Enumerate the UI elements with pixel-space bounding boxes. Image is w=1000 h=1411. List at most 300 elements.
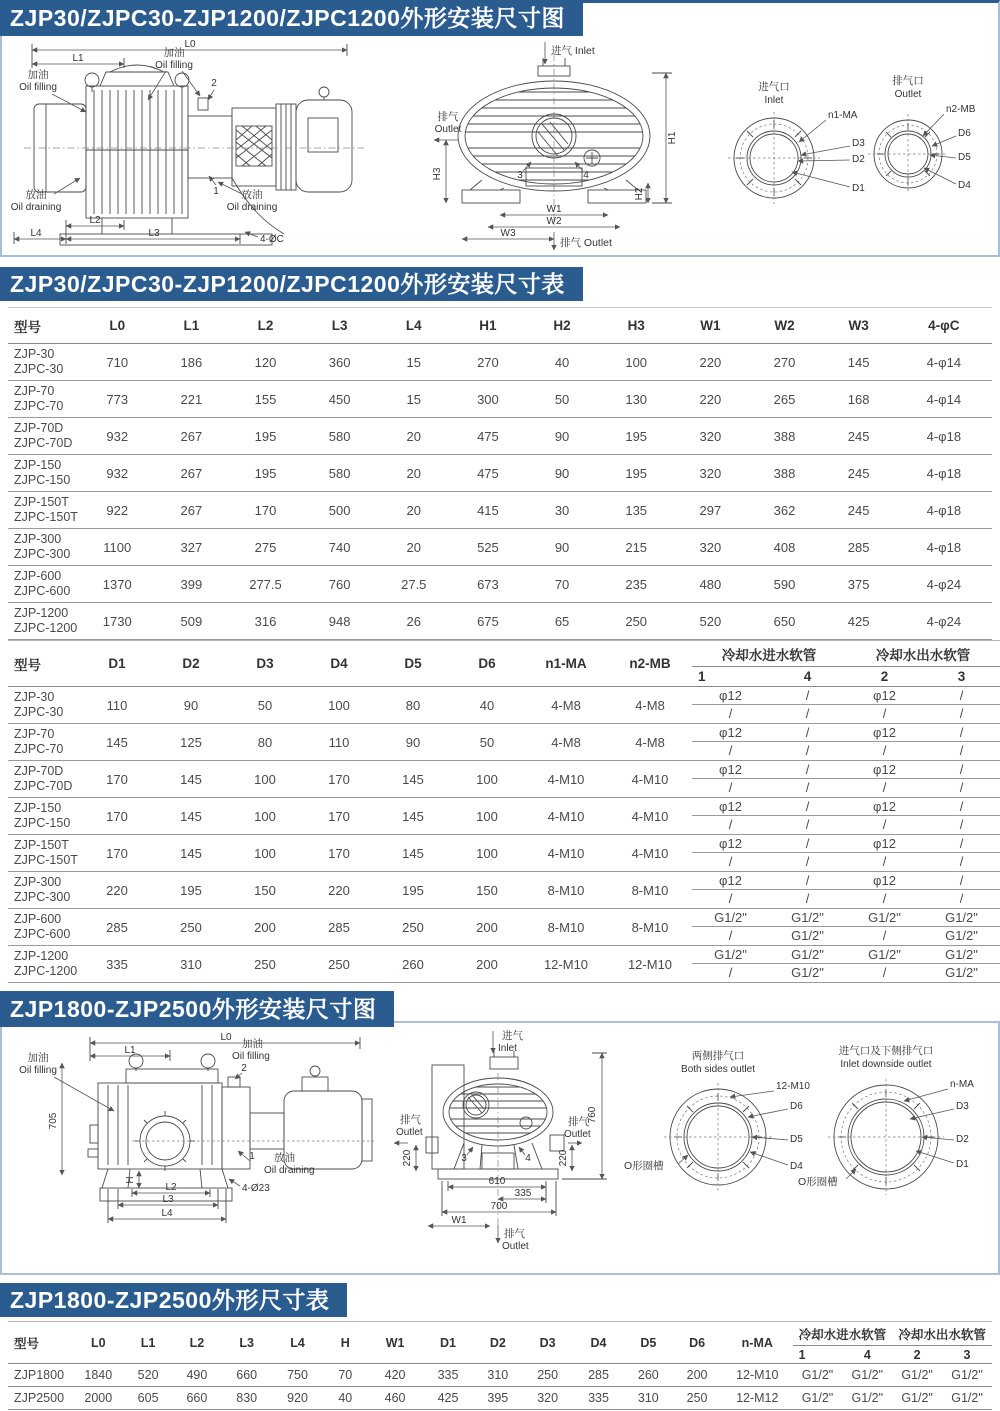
model-name: ZJP-600 [14, 912, 62, 926]
cell-D3: 250 [228, 946, 302, 983]
column-header: L2 [228, 308, 302, 344]
section-table-small-pumps [0, 267, 1000, 301]
model-cell [8, 909, 80, 946]
cell-D2: 145 [154, 761, 228, 798]
column-header: H3 [599, 308, 673, 344]
column-header: W1 [673, 308, 747, 344]
hose-cell: G1/2" G1/2" [923, 946, 1000, 983]
outlet-flange-bolts: n2-MB [946, 104, 976, 115]
cell-W3: 375 [822, 566, 896, 603]
cell-H3: 215 [599, 529, 673, 566]
oil-drain-label-en: Oil draining [264, 1165, 315, 1176]
column-header: L0 [80, 308, 154, 344]
cell-holes: 4-φ14 [896, 381, 992, 418]
cell-D3: 100 [228, 835, 302, 872]
model-name: ZJP-150 [14, 801, 62, 815]
cell-L2: 275 [228, 529, 302, 566]
subcol-header: 3 [942, 1346, 992, 1364]
cell-L1: 605 [124, 1387, 172, 1410]
cell-D5: 145 [376, 835, 450, 872]
column-header: L3 [303, 308, 377, 344]
cell-D6: 200 [672, 1364, 722, 1387]
cell-W3: 145 [822, 344, 896, 381]
hose-cell: φ12 / [692, 798, 769, 835]
cell-D5: 145 [376, 761, 450, 798]
cell-D3: 100 [228, 798, 302, 835]
model-cell [8, 687, 80, 724]
cell-D1: 220 [80, 872, 154, 909]
outlet-flange-D5: D5 [958, 152, 971, 163]
column-header: 4-φC [896, 308, 992, 344]
cell-L0: 773 [80, 381, 154, 418]
table-row [8, 455, 992, 492]
table-row [8, 872, 1000, 909]
side-view-drawing [19, 1032, 374, 1223]
hose-cell: G1/2" G1/2" [923, 909, 1000, 946]
subcol-header: 1 [793, 1346, 843, 1364]
cell-W2: 265 [747, 381, 821, 418]
column-header-model: 型号 [8, 1322, 72, 1364]
cell-D5: 310 [624, 1387, 672, 1410]
cell-D4: 285 [573, 1364, 625, 1387]
table-header-row [8, 308, 992, 344]
column-header: L1 [124, 1322, 172, 1364]
hose-cell: φ12 / [846, 835, 923, 872]
oil-fill-label-en: Oil filling [19, 1065, 57, 1076]
cell-D1: 335 [423, 1364, 473, 1387]
column-header: D6 [672, 1322, 722, 1364]
cell-L0: 710 [80, 344, 154, 381]
pump-front-outline [426, 1051, 564, 1179]
column-header: L4 [272, 1322, 324, 1364]
callout-1: 1 [249, 1151, 255, 1162]
cell-D6: 200 [450, 946, 524, 983]
cell-H1: 270 [451, 344, 525, 381]
model-name: ZJP-70D [14, 421, 64, 435]
model-name: ZJPC-150T [14, 510, 78, 524]
oil-fill-label-cn: 加油 [27, 69, 49, 81]
oring-groove-label: O形圈槽 [624, 1160, 664, 1172]
section-table-large-pumps [0, 1283, 1000, 1317]
cell-n1MA: 4-M10 [524, 798, 608, 835]
column-header: D4 [573, 1322, 625, 1364]
inlet-downside-title-cn: 进气口及下侧排气口 [838, 1045, 934, 1057]
hose-cell: / / [923, 798, 1000, 835]
model-cell [8, 724, 80, 761]
inlet-label: 进气 Inlet [551, 45, 595, 57]
hose-cell: φ12 / [846, 724, 923, 761]
column-header: W1 [367, 1322, 423, 1364]
cell-H1: 475 [451, 418, 525, 455]
column-header: D6 [450, 641, 524, 687]
model-cell [8, 455, 80, 492]
model-cell [8, 872, 80, 909]
cell-D1: 170 [80, 761, 154, 798]
cell-n1MA: 8-M10 [524, 909, 608, 946]
column-header: D2 [473, 1322, 523, 1364]
both-outlet-title-cn: 两侧排气口 [691, 1050, 745, 1062]
dim-W3: W3 [500, 228, 516, 239]
cell-D4: 285 [302, 909, 376, 946]
cell-W1: 320 [673, 455, 747, 492]
banner-drawing-large: ZJP1800-ZJP2500外形安装尺寸图 [0, 991, 394, 1027]
hose-cell: / / [923, 687, 1000, 724]
cell-D1: 145 [80, 724, 154, 761]
dimension-table-L [8, 307, 992, 640]
flange-views-drawing [728, 74, 976, 204]
cell-D2: 195 [154, 872, 228, 909]
cell-D5: 90 [376, 724, 450, 761]
cell-holes: 4-φ18 [896, 529, 992, 566]
dim-W2: W2 [546, 216, 562, 227]
section-drawing-small-pumps [0, 0, 1000, 257]
side-view-drawing [11, 39, 364, 245]
cell-holes: 4-φ18 [896, 418, 992, 455]
hose-cell: / / [769, 798, 846, 835]
cell-D1: 110 [80, 687, 154, 724]
group-header-cooling-out: 冷却水出水软管 [846, 641, 1000, 667]
callout-4: 4 [583, 170, 589, 181]
model-name: ZJPC-70D [14, 436, 73, 450]
oil-drain2-label-en: Oil draining [226, 202, 278, 213]
cell-D6: 150 [450, 872, 524, 909]
hose-cell: / / [769, 835, 846, 872]
cell-hose: G1/2" [842, 1387, 892, 1410]
hose-cell: / / [923, 835, 1000, 872]
dim-220-left: 220 [402, 1149, 413, 1167]
cell-L2: 195 [228, 418, 302, 455]
foot-holes-label: 4-ØC [260, 234, 284, 245]
hose-cell: G1/2" / [846, 946, 923, 983]
column-header: D1 [423, 1322, 473, 1364]
dim-L1: L1 [124, 1045, 136, 1056]
model-cell [8, 492, 80, 529]
inlet-flange-D2: D2 [852, 154, 865, 165]
cell-L3: 660 [222, 1364, 272, 1387]
cell-L2: 195 [228, 455, 302, 492]
cell-D3: 200 [228, 909, 302, 946]
inlet-flange-bolts: n-MA [950, 1079, 974, 1090]
model-name: ZJP-600 [14, 569, 62, 583]
cell-H2: 90 [525, 418, 599, 455]
column-header: D3 [523, 1322, 573, 1364]
cell-D2: 145 [154, 835, 228, 872]
cell-H3: 235 [599, 566, 673, 603]
cell-H1: 673 [451, 566, 525, 603]
oil-drain-label-cn: 放油 [25, 189, 47, 201]
model-name: ZJPC-1200 [14, 621, 78, 635]
inlet-label-en: Inlet [498, 1043, 517, 1054]
cell-hose: G1/2" [942, 1387, 992, 1410]
both-outlet-title-en: Both sides outlet [681, 1064, 755, 1075]
cell-D4: 170 [302, 835, 376, 872]
hose-cell: φ12 / [692, 835, 769, 872]
cell-W2: 388 [747, 418, 821, 455]
outlet-flange-D6: D6 [958, 128, 971, 139]
table-row [8, 1387, 992, 1410]
hose-cell: / / [769, 872, 846, 909]
cell-D6: 250 [672, 1387, 722, 1410]
column-header: D5 [376, 641, 450, 687]
table-row [8, 566, 992, 603]
cell-L3: 760 [303, 566, 377, 603]
cell-L2: 316 [228, 603, 302, 640]
cell-L1: 327 [154, 529, 228, 566]
oil-fill2-label-en: Oil filling [232, 1051, 270, 1062]
both-outlet-D4: D4 [790, 1161, 803, 1172]
column-header: H [323, 1322, 367, 1364]
cell-L0: 1840 [72, 1364, 124, 1387]
model-cell: ZJP1800 [8, 1364, 72, 1387]
cell-W1: 320 [673, 418, 747, 455]
cell-D6: 100 [450, 798, 524, 835]
cell-L1: 509 [154, 603, 228, 640]
column-header: L1 [154, 308, 228, 344]
cell-D4: 335 [573, 1387, 625, 1410]
column-header: L4 [377, 308, 451, 344]
outlet-bottom-label-en: Outlet [502, 1241, 529, 1252]
both-outlet-D6: D6 [790, 1101, 803, 1112]
outlet-flange-title-cn: 排气口 [892, 75, 924, 87]
cell-H3: 135 [599, 492, 673, 529]
model-name: ZJP-300 [14, 875, 62, 889]
banner-table-small: ZJP30/ZJPC30-ZJP1200/ZJPC1200外形安装尺寸表 [0, 267, 583, 301]
dim-610: 610 [488, 1176, 506, 1187]
dim-705: 705 [48, 1112, 59, 1130]
hose-cell: φ12 / [846, 872, 923, 909]
cell-D4: 170 [302, 761, 376, 798]
cell-W3: 168 [822, 381, 896, 418]
column-header: D4 [302, 641, 376, 687]
cell-W3: 245 [822, 418, 896, 455]
cell-L3: 360 [303, 344, 377, 381]
cell-hose: G1/2" [942, 1364, 992, 1387]
cell-L3: 580 [303, 418, 377, 455]
cell-holes: 4-φ24 [896, 566, 992, 603]
dim-L4: L4 [161, 1208, 173, 1219]
cell-D1: 170 [80, 835, 154, 872]
cell-D6: 50 [450, 724, 524, 761]
model-name: ZJP-70 [14, 384, 55, 398]
inlet-flange-D3: D3 [852, 138, 865, 149]
cell-D5: 80 [376, 687, 450, 724]
cell-L3: 580 [303, 455, 377, 492]
model-name: ZJPC-70 [14, 399, 64, 413]
cell-W1: 297 [673, 492, 747, 529]
model-name: ZJPC-150 [14, 473, 71, 487]
cell-D6: 100 [450, 835, 524, 872]
model-cell [8, 946, 80, 983]
cell-H3: 100 [599, 344, 673, 381]
model-cell [8, 344, 80, 381]
cell-D3: 250 [523, 1364, 573, 1387]
both-outlet-bolts: 12-M10 [776, 1081, 810, 1092]
column-header: n2-MB [608, 641, 692, 687]
inlet-flange-title-cn: 进气口 [758, 81, 790, 93]
cell-D5: 195 [376, 872, 450, 909]
cell-L4: 15 [377, 344, 451, 381]
cell-nMA: 12-M10 [722, 1364, 793, 1387]
cell-L2: 170 [228, 492, 302, 529]
dim-H1: H1 [667, 131, 678, 145]
cell-H2: 70 [525, 566, 599, 603]
cell-H1: 475 [451, 455, 525, 492]
inlet-flange-D1: D1 [852, 183, 865, 194]
hose-cell: φ12 / [846, 761, 923, 798]
cell-n2MB: 4-M8 [608, 724, 692, 761]
cell-W2: 650 [747, 603, 821, 640]
table-header-row [8, 1322, 992, 1346]
column-header: D1 [80, 641, 154, 687]
hose-cell: G1/2" / [692, 946, 769, 983]
model-cell: ZJP2500 [8, 1387, 72, 1410]
outlet-right-label-cn: 排气 [568, 1116, 589, 1128]
cell-W1: 320 [673, 529, 747, 566]
model-cell [8, 798, 80, 835]
table-row [8, 381, 992, 418]
cell-D2: 145 [154, 798, 228, 835]
dim-H2: H2 [634, 187, 645, 201]
callout-3: 3 [517, 170, 523, 181]
model-name: ZJPC-150T [14, 853, 78, 867]
dim-W1: W1 [451, 1215, 467, 1226]
column-header: L0 [72, 1322, 124, 1364]
cell-D3: 50 [228, 687, 302, 724]
hose-cell: G1/2" / [692, 909, 769, 946]
hose-cell: φ12 / [692, 687, 769, 724]
flange-views-drawing [624, 1044, 974, 1195]
subcol-header: 4 [842, 1346, 892, 1364]
table-row [8, 344, 992, 381]
inlet-flange-title-en: Inlet [764, 95, 784, 106]
cell-D6: 100 [450, 761, 524, 798]
cell-hose: G1/2" [842, 1364, 892, 1387]
cell-n2MB: 4-M10 [608, 761, 692, 798]
model-name: ZJP-150 [14, 458, 62, 472]
dim-L3: L3 [162, 1194, 174, 1205]
pump-dimension-drawing-2 [2, 1029, 993, 1269]
table-header-row [8, 641, 1000, 667]
cell-L2: 660 [172, 1387, 222, 1410]
cell-D5: 260 [624, 1364, 672, 1387]
cell-D3: 100 [228, 761, 302, 798]
cell-W2: 590 [747, 566, 821, 603]
hose-cell: / / [923, 872, 1000, 909]
banner-drawing-small: ZJP30/ZJPC30-ZJP1200/ZJPC1200外形安装尺寸图 [0, 0, 583, 36]
hose-cell: φ12 / [846, 687, 923, 724]
cell-H1: 415 [451, 492, 525, 529]
cell-H2: 30 [525, 492, 599, 529]
model-name: ZJPC-30 [14, 362, 64, 376]
inlet-flange-D2: D2 [956, 1134, 969, 1145]
group-header-cooling-in: 冷却水进水软管 [692, 641, 846, 667]
model-name: ZJPC-600 [14, 927, 71, 941]
pump-dimension-drawing-1 [2, 38, 993, 254]
cell-H2: 90 [525, 455, 599, 492]
oil-fill2-label-cn: 加油 [242, 1038, 263, 1050]
cell-D4: 220 [302, 872, 376, 909]
model-name: ZJPC-150 [14, 816, 71, 830]
dim-220-right: 220 [558, 1149, 569, 1167]
model-name: ZJPC-1200 [14, 964, 78, 978]
cell-L1: 221 [154, 381, 228, 418]
table-row [8, 909, 1000, 946]
cell-D3: 80 [228, 724, 302, 761]
cell-H1: 300 [451, 381, 525, 418]
dim-335: 335 [514, 1188, 532, 1199]
column-header: n-MA [722, 1322, 793, 1364]
column-header: W3 [822, 308, 896, 344]
model-name: ZJP-70D [14, 764, 64, 778]
dim-L1: L1 [72, 53, 84, 64]
cell-D6: 200 [450, 909, 524, 946]
model-name: ZJP-150T [14, 838, 69, 852]
subcol-header: 2 [892, 1346, 942, 1364]
cell-W1: 460 [367, 1387, 423, 1410]
cell-H2: 40 [525, 344, 599, 381]
cell-H3: 195 [599, 455, 673, 492]
outlet-flange-title-en: Outlet [894, 89, 922, 100]
cell-D2: 310 [154, 946, 228, 983]
cell-hose: G1/2" [793, 1387, 843, 1410]
cell-L3: 450 [303, 381, 377, 418]
subcol-header: 3 [923, 667, 1000, 687]
inlet-flange-D1: D1 [956, 1159, 969, 1170]
cell-L1: 267 [154, 492, 228, 529]
cell-n2MB: 4-M10 [608, 835, 692, 872]
cell-D1: 170 [80, 798, 154, 835]
section-drawing-large-pumps [0, 991, 1000, 1275]
table-row [8, 798, 1000, 835]
cell-L0: 1370 [80, 566, 154, 603]
cell-W3: 245 [822, 492, 896, 529]
dim-W1: W1 [546, 204, 562, 215]
subcol-header: 4 [769, 667, 846, 687]
dimension-table-large [8, 1321, 992, 1410]
outlet-right-label-en: Outlet [564, 1129, 591, 1140]
cell-L1: 186 [154, 344, 228, 381]
callout-2: 2 [241, 1063, 247, 1074]
model-name: ZJPC-300 [14, 890, 71, 904]
cell-L1: 399 [154, 566, 228, 603]
cell-n2MB: 4-M10 [608, 798, 692, 835]
table-row [8, 492, 992, 529]
dim-L0: L0 [184, 39, 196, 50]
cell-W2: 408 [747, 529, 821, 566]
cell-n1MA: 4-M8 [524, 724, 608, 761]
inlet-label-cn: 进气 [502, 1030, 523, 1042]
cell-W3: 285 [822, 529, 896, 566]
cell-W3: 245 [822, 455, 896, 492]
cell-D5: 260 [376, 946, 450, 983]
model-name: ZJP-30 [14, 690, 55, 704]
cell-D2: 250 [154, 909, 228, 946]
inlet-flange-D3: D3 [956, 1101, 969, 1112]
model-cell [8, 381, 80, 418]
dim-L2: L2 [165, 1182, 177, 1193]
cell-hose: G1/2" [892, 1387, 942, 1410]
outlet-left-label-en: Outlet [434, 124, 462, 135]
table-row [8, 603, 992, 640]
cell-holes: 4-φ14 [896, 344, 992, 381]
dim-L2: L2 [89, 215, 101, 226]
model-name: ZJPC-30 [14, 705, 64, 719]
pump-front-outline [457, 58, 652, 203]
oil-fill2-label-en: Oil filling [155, 60, 193, 71]
callout-2: 2 [211, 78, 217, 89]
cell-L0: 922 [80, 492, 154, 529]
cell-H1: 525 [451, 529, 525, 566]
